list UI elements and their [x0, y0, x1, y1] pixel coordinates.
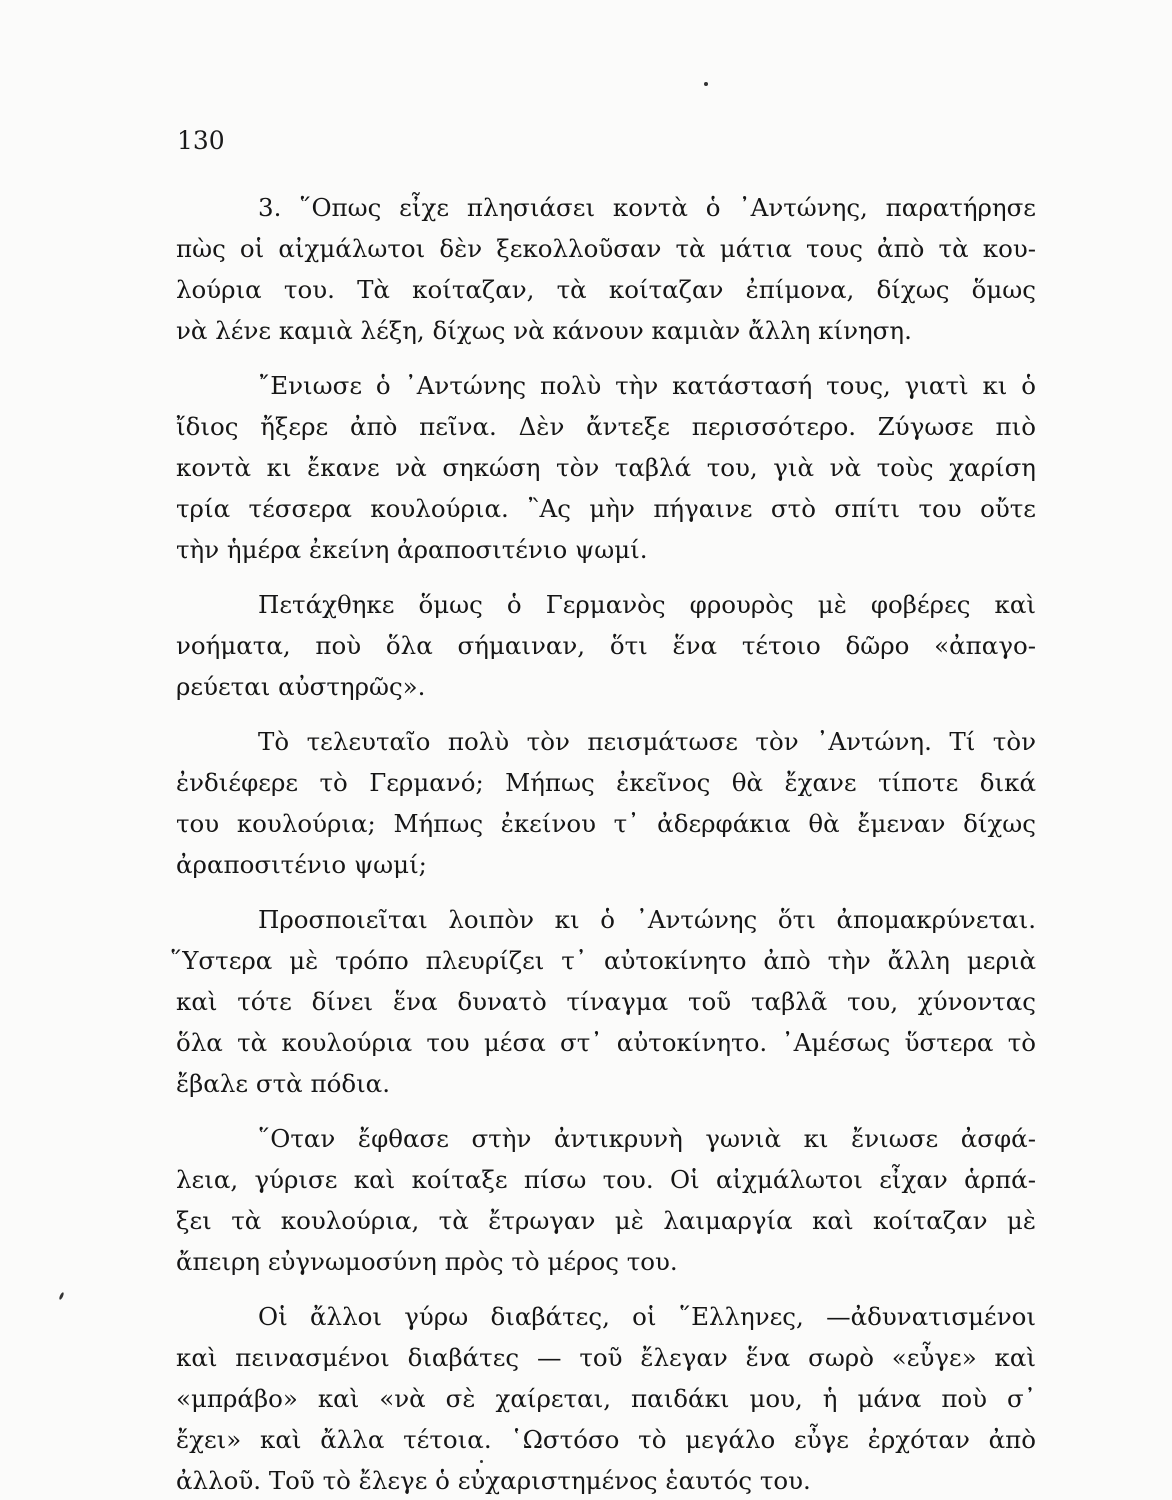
text-line: νὰ λένε καμιὰ λέξη, δίχως νὰ κάνουν καμιὰν ἄλλη κίνηση. [176, 316, 912, 345]
text-line: πὼς οἱ αἰχμάλωτοι δὲν ξεκολλοῦσαν τὰ μάτια τους ἀπὸ τὰ κου- [176, 234, 1036, 263]
text-line: ῞Υστερα μὲ τρόπο πλευρίζει τ᾿ αὐτοκίνητο ἀπὸ τὴν ἄλλη μεριὰ [170, 946, 1036, 975]
paragraph-1 [176, 187, 1036, 351]
text-line: ἔβαλε στὰ πόδια. [176, 1069, 391, 1098]
print-speck [58, 1292, 64, 1301]
text-line: του κουλούρια; Μήπως ἐκείνου τ᾿ ἀδερφάκια θὰ ἔμεναν δίχως [176, 809, 1036, 838]
text-line: ἀραποσιτένιο ψωμί; [176, 850, 427, 879]
text-line: ἴδιος ἤξερε ἀπὸ πεῖνα. Δὲν ἄντεξε περισσότερο. Ζύγωσε πιὸ [176, 412, 1036, 441]
text-line: ἐνδιέφερε τὸ Γερμανό; Μήπως ἐκεῖνος θὰ ἔχανε τίποτε δικά [176, 768, 1036, 797]
text-line: κοντὰ κι ἔκανε νὰ σηκώση τὸν ταβλά του, γιὰ νὰ τοὺς χαρίση [176, 453, 1036, 482]
paragraph-7 [176, 1296, 1036, 1500]
print-speck [480, 1460, 483, 1463]
text-line: ἀλλοῦ. Τοῦ τὸ ἔλεγε ὁ εὐχαριστημένος ἑαυτός του. [176, 1466, 811, 1495]
print-speck [704, 82, 708, 86]
text-line: καὶ τότε δίνει ἕνα δυνατὸ τίναγμα τοῦ ταβλᾶ του, χύνοντας [176, 987, 1036, 1016]
text-line: Οἱ ἄλλοι γύρω διαβάτες, οἱ ῞Ελληνες, —ἀδυνατισμένοι [258, 1302, 1036, 1331]
text-line: τρία τέσσερα κουλούρια. ῍Ας μὴν πήγαινε στὸ σπίτι του οὔτε [176, 494, 1036, 523]
text-line: Τὸ τελευταῖο πολὺ τὸν πεισμάτωσε τὸν ᾿Αντώνη. Τί τὸν [258, 727, 1036, 756]
text-line: καὶ πεινασμένοι διαβάτες — τοῦ ἔλεγαν ἕνα σωρὸ «εὖγε» καὶ [176, 1343, 1036, 1372]
text-line: Προσποιεῖται λοιπὸν κι ὁ ᾿Αντώνης ὅτι ἀπομακρύνεται. [258, 905, 1036, 934]
text-line: Πετάχθηκε ὅμως ὁ Γερμανὸς φρουρὸς μὲ φοβέρες καὶ [258, 590, 1036, 619]
text-line: λεια, γύρισε καὶ κοίταξε πίσω του. Οἱ αἰχμάλωτοι εἶχαν ἁρπά- [176, 1165, 1036, 1194]
text-line: τὴν ἡμέρα ἐκείνη ἀραποσιτένιο ψωμί. [176, 535, 648, 564]
text-line: «μπράβο» καὶ «νὰ σὲ χαίρεται, παιδάκι μου, ἡ μάνα ποὺ σ᾿ [176, 1384, 1036, 1413]
page-number: 130 [177, 126, 225, 155]
text-line: ἄπειρη εὐγνωμοσύνη πρὸς τὸ μέρος του. [176, 1247, 678, 1276]
body-text [170, 187, 1036, 1500]
text-line: λούρια του. Τὰ κοίταζαν, τὰ κοίταζαν ἐπίμονα, δίχως ὅμως [176, 275, 1036, 304]
paragraph-3 [176, 584, 1036, 707]
paragraph-6 [176, 1118, 1036, 1282]
text-line: νοήματα, ποὺ ὅλα σήμαιναν, ὅτι ἕνα τέτοιο δῶρο «ἀπαγο- [176, 631, 1036, 660]
paragraph-2 [176, 365, 1036, 570]
text-line: ἔχει» καὶ ἄλλα τέτοια. ῾Ωστόσο τὸ μεγάλο εὖγε ἐρχόταν ἀπὸ [176, 1425, 1036, 1454]
paragraph-5 [170, 899, 1036, 1104]
text-line: ξει τὰ κουλούρια, τὰ ἔτρωγαν μὲ λαιμαργία καὶ κοίταζαν μὲ [176, 1206, 1036, 1235]
text-line: ὅλα τὰ κουλούρια του μέσα στ᾿ αὐτοκίνητο. ᾿Αμέσως ὕστερα τὸ [176, 1028, 1036, 1057]
paragraph-4 [176, 721, 1036, 885]
text-line: ρεύεται αὐστηρῶς». [176, 672, 426, 701]
text-line: ῎Ενιωσε ὁ ᾿Αντώνης πολὺ τὴν κατάστασή τους, γιατὶ κι ὁ [258, 371, 1036, 400]
text-line: 3. ῞Οπως εἶχε πλησιάσει κοντὰ ὁ ᾿Αντώνης, παρατήρησε [258, 193, 1036, 222]
text-line: ῞Οταν ἔφθασε στὴν ἀντικρυνὴ γωνιὰ κι ἔνιωσε ἀσφά- [258, 1124, 1036, 1153]
